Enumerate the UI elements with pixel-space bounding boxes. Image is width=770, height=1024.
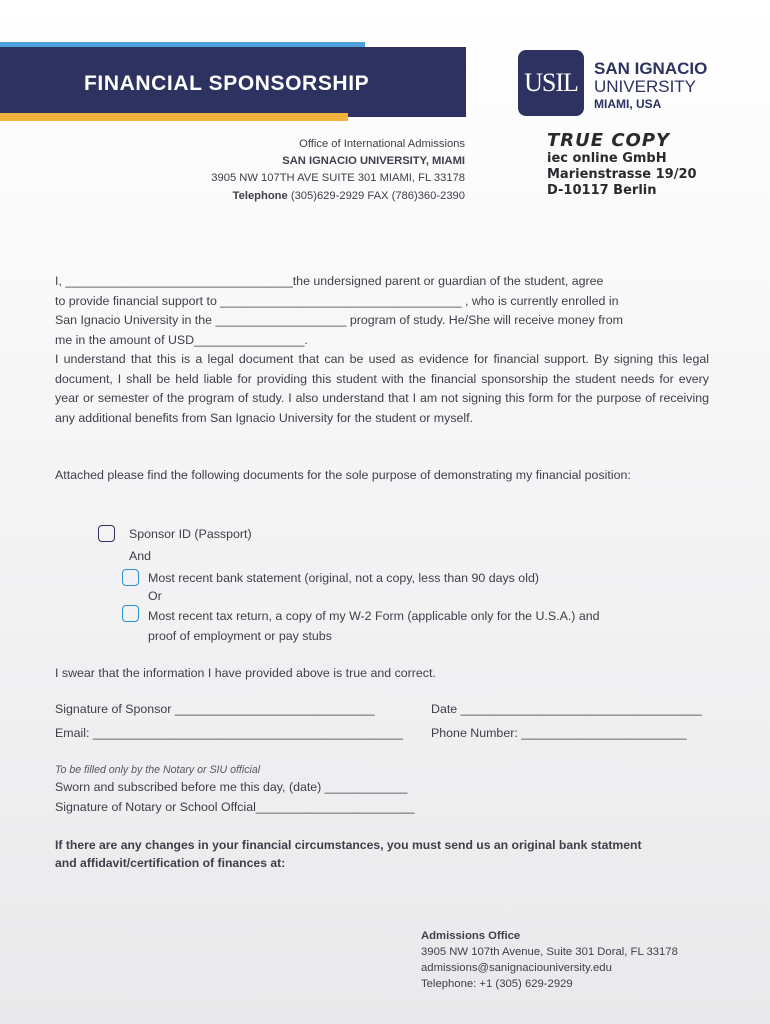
attached-documents-paragraph: Attached please find the following documents for the sole purpose of demonstrating my financial position: <box>55 468 631 482</box>
office-address <box>211 136 465 205</box>
true-copy-stamp <box>547 131 697 199</box>
notice-line-1: If there are any changes in your financial circumstances, you must send us an original bank statment <box>55 838 642 852</box>
stamp-line-4: D-10117 Berlin <box>547 183 657 198</box>
stamp-line-2: iec online GmbH <box>547 151 667 166</box>
admissions-office-contact <box>421 928 678 992</box>
notice-line-2: and affidavit/certification of finances at: <box>55 856 286 870</box>
stamp-line-1: TRUE COPY <box>547 130 671 151</box>
university-logo <box>518 50 584 116</box>
logo-line-1: SAN IGNACIO <box>594 59 708 78</box>
logo-line-2: UNIVERSITY <box>594 77 697 96</box>
and-label: And <box>129 549 152 563</box>
admissions-title: Admissions Office <box>421 930 521 942</box>
header-accent-gold <box>0 113 348 121</box>
bank-statement-label: Most recent bank statement (original, not a copy, less than 90 days old) <box>148 571 539 585</box>
agreement-line-2: to provide financial support to ___________________________________ , who is currently enrolled in <box>55 293 619 308</box>
tax-return-label-2: proof of employment or pay stubs <box>148 629 332 643</box>
logo-monogram: USIL <box>524 68 578 97</box>
notary-note: To be filled only by the Notary or SIU official <box>55 764 261 776</box>
office-line-1: Office of International Admissions <box>299 138 465 150</box>
sponsor-signature-field[interactable]: Signature of Sponsor _____________________________ <box>55 702 375 716</box>
sworn-date-field[interactable]: Sworn and subscribed before me this day, (date) ____________ <box>55 780 408 794</box>
telephone-label: Telephone <box>232 189 288 202</box>
stamp-line-3: Marienstrasse 19/20 <box>547 167 697 182</box>
agreement-line-3: San Ignacio University in the ___________________ program of study. He/She will receive money from <box>55 313 624 328</box>
office-line-3: 3905 NW 107TH AVE SUITE 301 MIAMI, FL 33178 <box>211 172 465 185</box>
swear-statement: I swear that the information I have provided above is true and correct. <box>55 666 436 680</box>
admissions-email[interactable]: admissions@sanignaciouniversity.edu <box>421 962 612 974</box>
sponsor-id-label: Sponsor ID (Passport) <box>129 527 252 541</box>
admissions-address: 3905 NW 107th Avenue, Suite 301 Doral, FL 33178 <box>421 946 678 958</box>
date-field[interactable]: Date ___________________________________ <box>431 702 702 716</box>
financial-change-notice <box>55 836 715 872</box>
logo-line-3: MIAMI, USA <box>594 97 662 111</box>
admissions-phone: Telephone: +1 (305) 629-2929 <box>421 978 573 990</box>
office-line-2: SAN IGNACIO UNIVERSITY, MIAMI <box>282 155 465 168</box>
agreement-line-1: I, _________________________________the undersigned parent or guardian of the student, agree <box>55 274 604 288</box>
office-line-4 <box>211 188 465 205</box>
sponsor-agreement-paragraph <box>55 272 709 350</box>
sponsor-id-checkbox[interactable] <box>98 525 115 542</box>
agreement-line-4: me in the amount of USD________________. <box>55 332 308 347</box>
bank-statement-checkbox[interactable] <box>122 569 139 586</box>
university-name <box>594 60 707 112</box>
office-phone-fax: (305)629-2929 FAX (786)360-2390 <box>287 189 465 202</box>
page-title: FINANCIAL SPONSORSHIP <box>84 72 370 95</box>
phone-number-field[interactable]: Phone Number: ________________________ <box>431 726 687 740</box>
legal-document-paragraph: I understand that this is a legal document that can be used as evidence for financial support. By signing this legal document, I shall be held liable for providing this student with the financial sponsorship the student needs for every year or semester of the program of study. I also understand that I am not signing this form for the purpose of receiving any additional benefits from San Ignacio University for the student or myself. <box>55 352 709 425</box>
notary-signature-field[interactable]: Signature of Notary or School Offcial_______________________ <box>55 800 415 814</box>
email-field[interactable]: Email: _____________________________________________ <box>55 726 403 740</box>
tax-return-checkbox[interactable] <box>122 605 139 622</box>
tax-return-label-1: Most recent tax return, a copy of my W-2 Form (applicable only for the U.S.A.) and <box>148 609 600 623</box>
or-label: Or <box>148 589 162 603</box>
